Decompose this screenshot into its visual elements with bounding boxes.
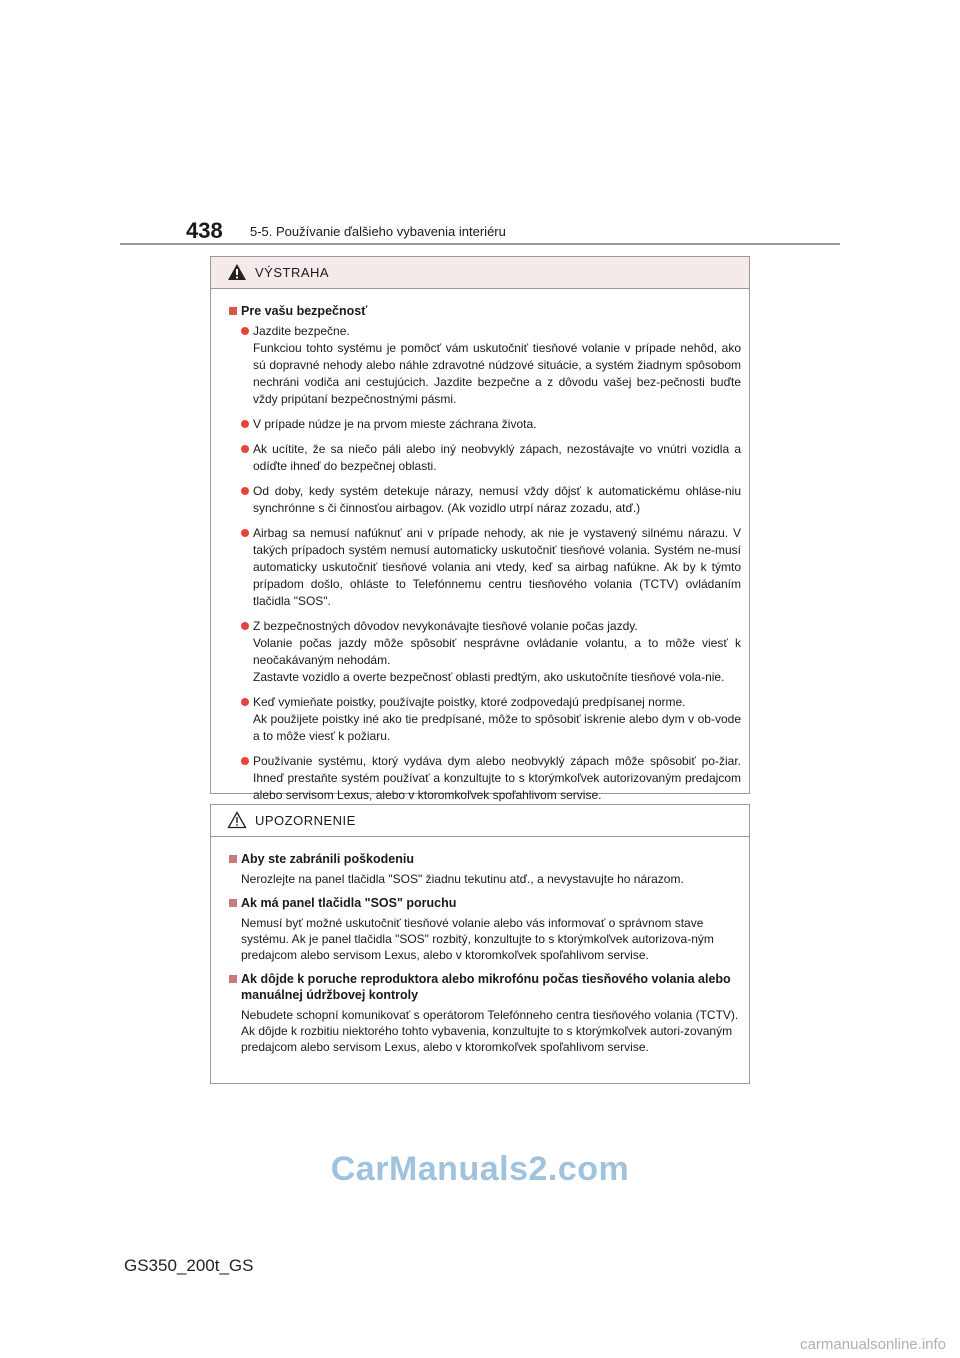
caution-text-line: Nemusí byť možné uskutočniť tiesňové volanie alebo vás informovať o správnom stave systému. Ak je panel tlačidla "SOS" rozbitý, konzultujte to s ktorýmkoľvek autorizova-ným predajcom alebo servisom Lexus, alebo v ktoromkoľvek spoľahlivom servise.	[241, 916, 714, 962]
caution-heading	[229, 971, 741, 1003]
warning-item	[229, 323, 741, 408]
square-bullet-icon	[229, 975, 237, 983]
round-bullet-icon	[241, 327, 249, 335]
warning-box	[210, 256, 750, 802]
warning-item	[229, 694, 741, 745]
warning-item-text: Funkciou tohto systému je pomôcť vám uskutočniť tiesňové volanie v prípade nehôd, ako sú dopravné nehody alebo náhle zdravotné núdzové situácie, a systém žiadnym spôsobom nechráni vodiča ani cestujúcich. Jazdite bezpečne a z dôvodu vašej bez-pečnosti buďte vždy pripútaní bezpečnostnými pásmi.	[253, 341, 741, 406]
warning-item	[229, 441, 741, 475]
caution-heading-text: Aby ste zabránili poškodeniu	[241, 852, 414, 866]
header-rule	[120, 243, 840, 245]
warning-item	[229, 753, 741, 804]
square-bullet-icon	[229, 899, 237, 907]
round-bullet-icon	[241, 445, 249, 453]
round-bullet-icon	[241, 529, 249, 537]
warning-heading	[229, 303, 741, 319]
caution-text-line: Ak dôjde k rozbitiu niektorého tohto vybavenia, konzultujte to s ktorýmkoľvek autori-zovaným predajcom alebo servisom Lexus, alebo v ktoromkoľvek spoľahlivom servise.	[241, 1024, 733, 1054]
warning-triangle-icon	[227, 263, 247, 281]
warning-item-text: Od doby, kedy systém detekuje nárazy, nemusí vždy dôjsť k automatickému ohláse-niu synchrónne s či činnosťou airbagov. (Ak vozidlo utrpí náraz zozadu, atď.)	[253, 484, 741, 515]
caution-header	[211, 805, 749, 837]
section-title: 5-5. Používanie ďalšieho vybavenia interiéru	[250, 224, 506, 239]
warning-heading-text: Pre vašu bezpečnosť	[241, 304, 368, 318]
caution-title: UPOZORNENIE	[255, 813, 356, 828]
caution-heading-text: Ak dôjde k poruche reproduktora alebo mikrofónu počas tiesňového volania alebo manuálnej údržbovej kontroly	[241, 972, 731, 1002]
caution-text	[229, 1007, 741, 1055]
warning-item-text: V prípade núdze je na prvom mieste záchrana života.	[253, 417, 537, 431]
round-bullet-icon	[241, 420, 249, 428]
warning-item	[229, 483, 741, 517]
warning-item-text: Ak použijete poistky iné ako tie predpísané, môže to spôsobiť iskrenie alebo dym v ob-vode a to môže viesť k požiaru.	[253, 712, 741, 743]
warning-item-text: Keď vymieňate poistky, používajte poistky, ktoré zodpovedajú predpísanej norme.	[253, 695, 686, 709]
warning-item-text: Zastavte vozidlo a overte bezpečnosť oblasti predtým, ako uskutočníte tiesňové vola-nie.	[253, 670, 725, 684]
caution-text-line: Nebudete schopní komunikovať s operátorom Telefónneho centra tiesňového volania (TCTV).	[241, 1008, 739, 1022]
watermark-logo: CarManuals2.com	[330, 1150, 630, 1188]
square-bullet-icon	[229, 855, 237, 863]
caution-heading	[229, 851, 741, 867]
warning-item-text: Z bezpečnostných dôvodov nevykonávajte tiesňové volanie počas jazdy.	[253, 619, 638, 633]
warning-item-text: Airbag sa nemusí nafúknuť ani v prípade nehody, ak nie je vystavený silnému nárazu. V takých prípadoch systém nemusí automaticky uskutočniť tiesňové volania. Systém ne-musí automaticky uskutočniť tiesňové volania ani vtedy, keď sa airbag nafúkne. Ak by k týmto prípadom došlo, ohláste to Telefónnemu centru tiesňového volania (TCTV) ovládaním tlačidla "SOS".	[253, 526, 741, 608]
page-header	[120, 214, 840, 248]
warning-header	[211, 257, 749, 289]
footer-model-code: GS350_200t_GS	[124, 1256, 254, 1275]
caution-text	[229, 871, 741, 887]
round-bullet-icon	[241, 487, 249, 495]
warning-item	[229, 618, 741, 686]
round-bullet-icon	[241, 622, 249, 630]
warning-title: VÝSTRAHA	[255, 265, 330, 280]
warning-item-text: Jazdite bezpečne.	[253, 324, 350, 338]
page-number: 438	[186, 218, 223, 243]
caution-text-line: Nerozlejte na panel tlačidla "SOS" žiadnu tekutinu atď., a nevystavujte ho nárazom.	[241, 872, 684, 886]
corner-watermark: carmanualsonline.info	[800, 1336, 946, 1353]
warning-item	[229, 525, 741, 610]
warning-item-text: Ak ucítite, že sa niečo páli alebo iný neobvyklý zápach, nezostávajte vo vnútri vozidla a odíďte ihneď do bezpečnej oblasti.	[253, 442, 741, 473]
warning-item-text: Používanie systému, ktorý vydáva dym alebo neobvyklý zápach môže spôsobiť po-žiar. Ihneď prestaňte systém používať a konzultujte to s ktorýmkoľvek autorizovaným predajcom alebo servisom Lexus, alebo v ktoromkoľvek spoľahlivom servise.	[253, 754, 741, 802]
caution-triangle-icon	[227, 811, 247, 829]
caution-heading	[229, 895, 741, 911]
warning-item	[229, 416, 741, 433]
round-bullet-icon	[241, 757, 249, 765]
caution-text	[229, 915, 741, 963]
warning-item-text: Volanie počas jazdy môže spôsobiť nesprávne ovládanie volantu, a to môže viesť k neočakávaným nehodám.	[253, 636, 741, 667]
caution-box	[210, 804, 750, 1084]
round-bullet-icon	[241, 698, 249, 706]
square-bullet-icon	[229, 307, 237, 315]
caution-heading-text: Ak má panel tlačidla "SOS" poruchu	[241, 896, 457, 910]
